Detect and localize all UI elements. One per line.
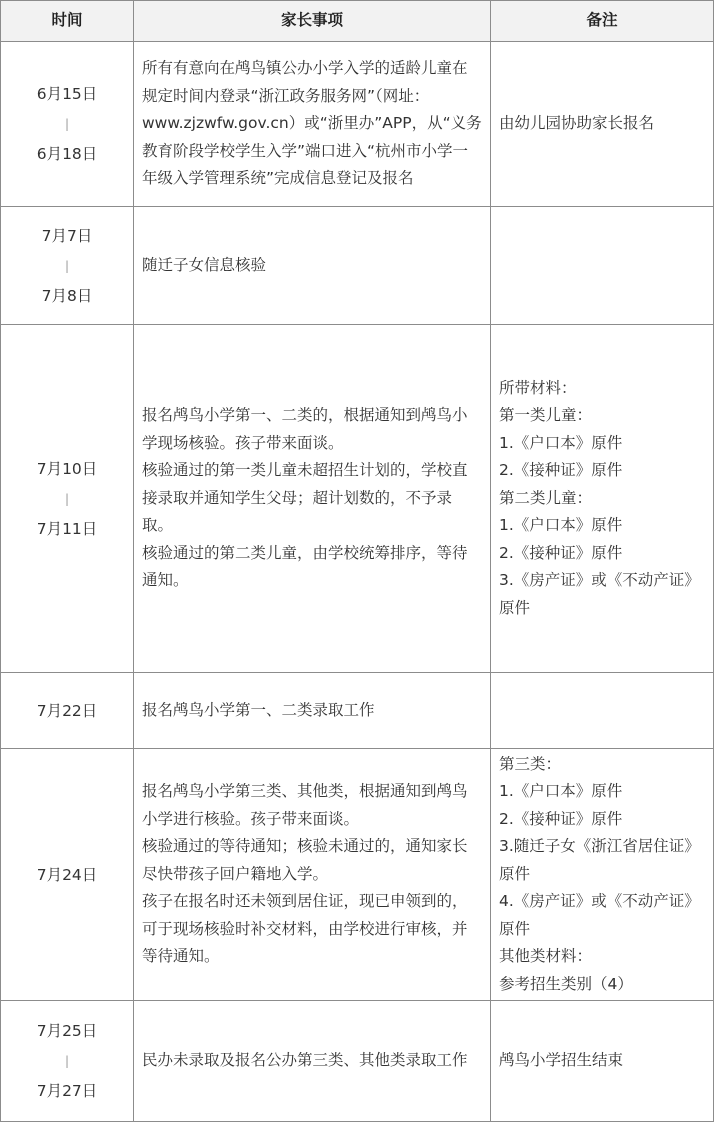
note-line: 第一类儿童： — [499, 406, 593, 425]
table-row — [1, 673, 714, 749]
note-line: 鸬鸟小学招生结束 — [499, 1051, 624, 1070]
date-single: 7月22日 — [36, 701, 98, 720]
date-end: 7月8日 — [41, 286, 93, 305]
date-cell — [1, 42, 134, 207]
note-line: 第二类儿童： — [499, 488, 593, 507]
item-text: 所有有意向在鸬鸟镇公办小学入学的适龄儿童在规定时间内登录“浙江政务服务网”（网址：www.zjzwfw.gov.cn）或“浙里办”APP，从“义务教育阶段学校学生入学”端口进入“杭州市小学一年级入学管理系统”完成信息登记及报名 — [142, 59, 482, 188]
note-line: 2.《接种证》原件 — [499, 461, 623, 480]
date-cell — [1, 1001, 134, 1122]
note-line: 所带材料： — [499, 378, 577, 397]
date-single: 7月24日 — [36, 865, 98, 884]
note-line: 1.《户口本》原件 — [499, 782, 623, 801]
items-cell — [134, 673, 491, 749]
table-header-row — [1, 1, 714, 42]
table-row — [1, 749, 714, 1001]
notes-cell — [491, 749, 714, 1001]
note-line: 由幼儿园协助家长报名 — [499, 114, 655, 133]
date-cell — [1, 673, 134, 749]
note-line: 1.《户口本》原件 — [499, 516, 623, 535]
date-separator: | — [64, 1054, 70, 1068]
date-end: 7月27日 — [36, 1082, 98, 1100]
note-line: 3.随迁子女《浙江省居住证》原件 — [499, 837, 700, 883]
items-cell — [134, 42, 491, 207]
item-text: 报名鸬鸟小学第一、二类录取工作 — [142, 700, 375, 719]
note-line: 2.《接种证》原件 — [499, 543, 623, 562]
item-text: 核验通过的第一类儿童未超招生计划的，学校直接录取并通知学生父母；超计划数的，不予录取。 — [142, 461, 468, 535]
item-text: 核验通过的等待通知；核验未通过的，通知家长尽快带孩子回户籍地入学。 — [142, 837, 468, 883]
date-start: 7月10日 — [36, 459, 98, 478]
notes-cell — [491, 673, 714, 749]
item-text: 孩子在报名时还未领到居住证，现已申领到的，可于现场核验时补交材料，由学校进行审核，并等待通知。 — [142, 892, 468, 966]
notes-cell — [491, 207, 714, 325]
date-end: 7月11日 — [36, 519, 98, 538]
table-row — [1, 1001, 714, 1122]
notes-cell — [491, 325, 714, 673]
date-separator: | — [64, 117, 70, 131]
note-line: 2.《接种证》原件 — [499, 809, 623, 828]
note-line: 其他类材料： — [499, 947, 593, 966]
date-start: 6月15日 — [36, 85, 98, 103]
notes-cell — [491, 42, 714, 207]
notes-cell — [491, 1001, 714, 1122]
note-line: 1.《户口本》原件 — [499, 433, 623, 452]
date-cell — [1, 325, 134, 673]
item-text: 报名鸬鸟小学第三类、其他类，根据通知到鸬鸟小学进行核验。孩子带来面谈。 — [142, 782, 468, 828]
date-separator: | — [64, 491, 70, 506]
item-text: 随迁子女信息核验 — [142, 255, 267, 274]
header-time: 时间 — [1, 1, 134, 42]
header-notes: 备注 — [491, 1, 714, 42]
note-line: 3.《房产证》或《不动产证》原件 — [499, 571, 700, 617]
items-cell — [134, 207, 491, 325]
note-line: 参考招生类别（4） — [499, 974, 633, 993]
note-line: 4.《房产证》或《不动产证》原件 — [499, 892, 700, 938]
items-cell — [134, 1001, 491, 1122]
item-text: 核验通过的第二类儿童，由学校统筹排序，等待通知。 — [142, 543, 468, 590]
item-text: 报名鸬鸟小学第一、二类的，根据通知到鸬鸟小学现场核验。孩子带来面谈。 — [142, 406, 468, 452]
header-parent-items: 家长事项 — [134, 1, 491, 42]
item-text: 民办未录取及报名公办第三类、其他类录取工作 — [142, 1051, 468, 1070]
date-start: 7月7日 — [41, 226, 93, 245]
table-row — [1, 325, 714, 673]
date-start: 7月25日 — [36, 1022, 98, 1040]
note-line: 第三类： — [499, 754, 562, 773]
table-row — [1, 207, 714, 325]
date-cell — [1, 207, 134, 325]
date-cell — [1, 749, 134, 1001]
date-end: 6月18日 — [36, 145, 98, 163]
items-cell — [134, 749, 491, 1001]
items-cell — [134, 325, 491, 673]
date-separator: | — [64, 258, 70, 273]
table-row — [1, 42, 714, 207]
